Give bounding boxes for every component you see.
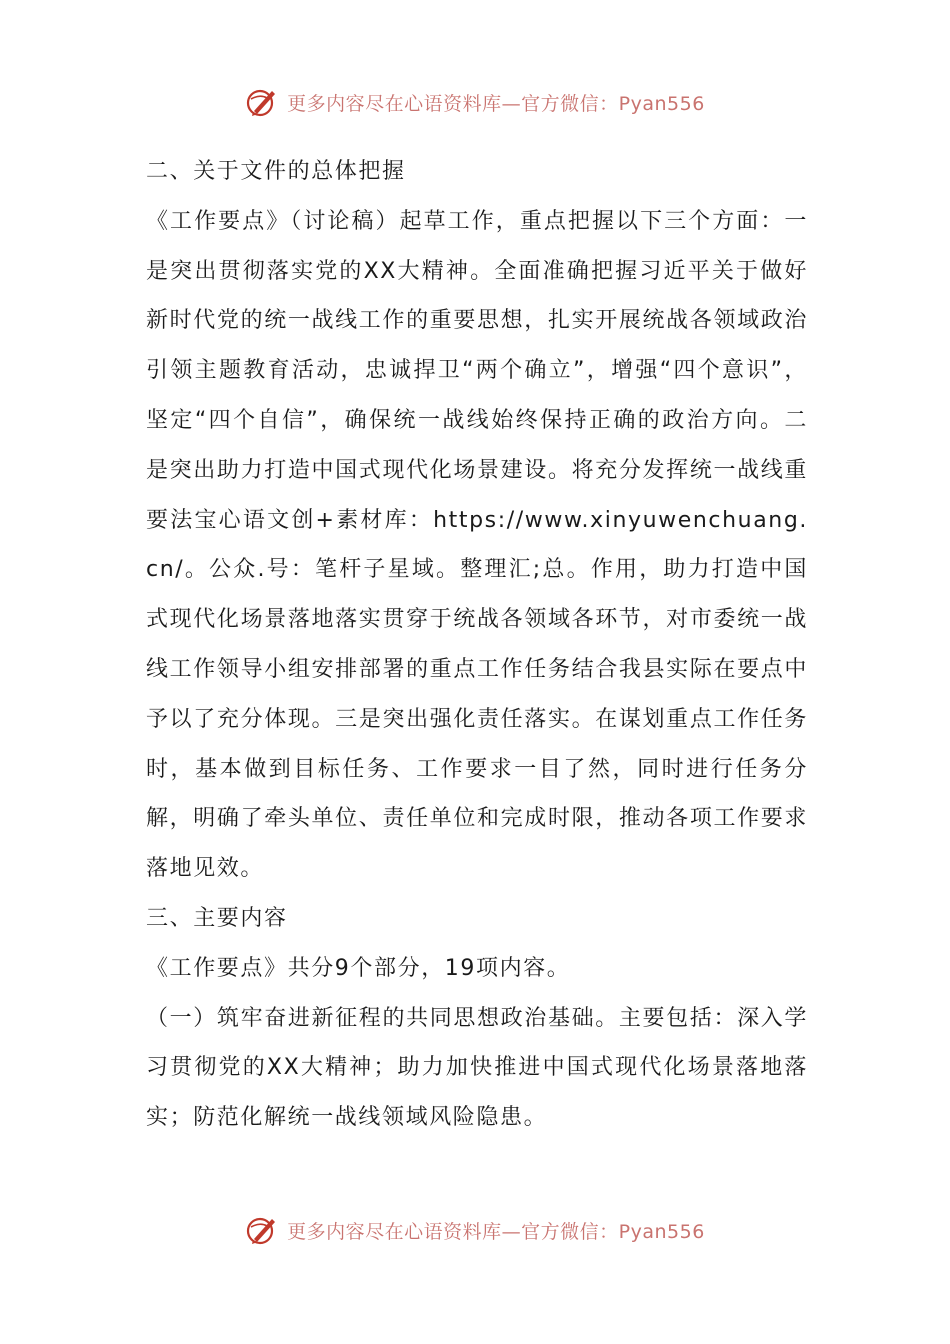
header-watermark-banner <box>0 82 950 122</box>
paragraph-structure-summary: 《工作要点》共分9个部分，19项内容。 <box>146 955 571 981</box>
paragraph-overall-body: 《工作要点》（讨论稿）起草工作，重点把握以下三个方面：一是突出贯彻落实党的XX大精神。全面准确把握习近平关于做好新时代党的统一战线工作的重要思想，扎实开展统战各领域政治引领主题教育活动，忠诚捍卫“两个确立”，增强“四个意识”，坚定“四个自信”，确保统一战线始终保持正确的政治方向。二是突出助力打造中国式现代化场景建设。将充分发挥统一战线重要法宝心语文创+素材库：https://www.xinyuwenchuang.cn/。公众.号：笔杆子星域。整理汇;总。作用，助力打造中国式现代化场景落地落实贯穿于统战各领域各环节，对市委统一战线工作领导小组安排部署的重点工作任务结合我县实际在要点中予以了充分体现。三是突出强化责任落实。在谋划重点工作任务时，基本做到目标任务、工作要求一目了然，同时进行任务分解，明确了牵头单位、责任单位和完成时限，推动各项工作要求落地见效。 <box>146 208 808 882</box>
banner-wechat-id: Pyan556 <box>618 1220 705 1243</box>
pen-logo-icon <box>245 85 279 119</box>
section-heading-main-content: 三、主要内容 <box>146 905 288 931</box>
paragraph-item-one: （一）筑牢奋进新征程的共同思想政治基础。主要包括：深入学习贯彻党的XX大精神；助力加快推进中国式现代化场景落地落实；防范化解统一战线领域风险隐患。 <box>146 1005 808 1131</box>
section-heading-overall: 二、关于文件的总体把握 <box>146 159 406 184</box>
banner-wechat-id: Pyan556 <box>618 92 705 115</box>
banner-text-cn: 更多内容尽在心语资料库—官方微信： <box>287 92 619 115</box>
banner-text <box>287 89 705 116</box>
pen-logo-icon <box>245 1213 279 1247</box>
banner-text-cn: 更多内容尽在心语资料库—官方微信： <box>287 1220 619 1243</box>
banner-text <box>287 1217 705 1244</box>
document-body <box>146 147 808 1143</box>
footer-watermark-banner <box>0 1210 950 1250</box>
